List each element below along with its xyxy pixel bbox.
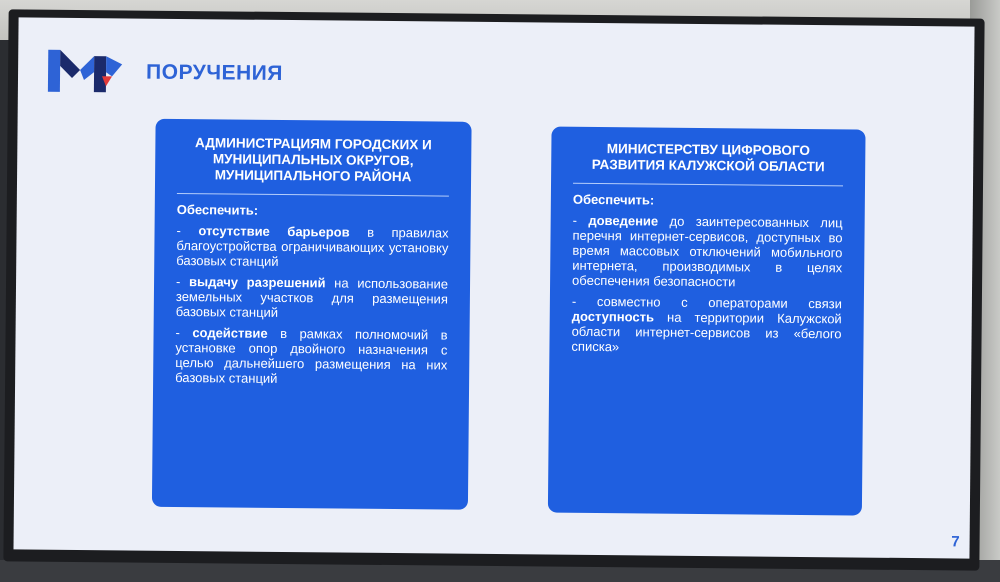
card-subheading: Обеспечить: [176, 201, 259, 218]
divider [177, 193, 449, 197]
divider [573, 183, 843, 187]
list-item: - доведение до заинтересованных лиц перечня интернет-сервисов, доступных во время массовых отключений мобильного интернета, производимых в целях обеспечения безопасности [572, 212, 843, 290]
slide-title: ПОРУЧЕНИЯ [145, 60, 284, 85]
list-item: - совместно с операторами связи доступность на территории Калужской области интернет-сервисов из «белого списка» [571, 293, 842, 355]
list-item: - выдачу разрешений на использование земельных участков для размещения базовых станций [175, 273, 449, 320]
slide [13, 17, 974, 558]
card-administrations [152, 119, 472, 510]
tv-monitor [3, 9, 984, 570]
card-subheading: Обеспечить: [572, 191, 655, 208]
card-heading: АДМИНИСТРАЦИЯМ ГОРОДСКИХ И МУНИЦИПАЛЬНЫХ ОКРУГОВ, МУНИЦИПАЛЬНОГО РАЙОНА [195, 135, 432, 185]
card-heading: МИНИСТЕРСТВУ ЦИФРОВОГО РАЗВИТИЯ КАЛУЖСКОЙ ОБЛАСТИ [591, 141, 825, 175]
page-number: 7 [951, 533, 960, 551]
list-item: - содействие в рамках полномочий в установке опор двойного назначения с целью дальнейшего размещения на них базовых станций [175, 324, 448, 386]
card-ministry [548, 127, 866, 516]
ministry-logo-icon [46, 46, 124, 97]
list-item: - отсутствие барьеров в правилах благоустройства ограничивающих установку базовых станций [176, 222, 449, 269]
